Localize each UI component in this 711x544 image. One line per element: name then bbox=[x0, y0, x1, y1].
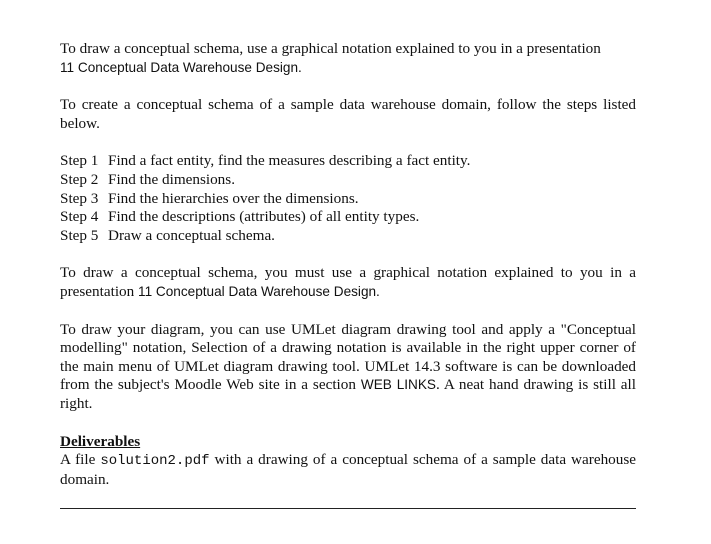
web-links-reference: WEB LINKS bbox=[360, 377, 436, 393]
presentation-reference: 11 Conceptual Data Warehouse Design. bbox=[60, 59, 302, 75]
notation-presentation-reference: 11 Conceptual Data Warehouse Design. bbox=[138, 283, 380, 299]
document-page bbox=[60, 40, 636, 489]
steps-list bbox=[60, 152, 636, 245]
step-number: Step 3 bbox=[60, 189, 99, 207]
umlet-text-end: . A neat hand drawing is still all right. bbox=[60, 376, 636, 412]
step-number: Step 2 bbox=[60, 170, 99, 188]
step-number: Step 1 bbox=[60, 152, 99, 170]
notation-text: To draw a conceptual schema, you must use a graphical notation explained to you in a presentation bbox=[60, 264, 636, 300]
step-text: Find the hierarchies over the dimensions. bbox=[108, 189, 359, 207]
deliverables-text bbox=[60, 451, 636, 489]
step-number: Step 5 bbox=[60, 226, 99, 244]
step-item bbox=[60, 190, 636, 209]
step-text: Find a fact entity, find the measures describing a fact entity. bbox=[108, 152, 471, 170]
deliverables-heading: Deliverables bbox=[60, 432, 141, 450]
deliverable-filename: solution2.pdf bbox=[100, 453, 210, 470]
deliverables-text-end: with a drawing of a conceptual schema of a sample data warehouse domain. bbox=[60, 451, 636, 488]
step-number: Step 4 bbox=[60, 208, 99, 226]
step-item bbox=[60, 208, 636, 227]
deliverables-section bbox=[60, 433, 636, 490]
deliverables-text-start: A file bbox=[60, 451, 96, 469]
bottom-divider bbox=[60, 508, 636, 509]
umlet-text: To draw your diagram, you can use UMLet diagram drawing tool and apply a "Conceptual modelling" notation, Selection of a drawing notation is available in the right upper corner of the main menu of UMLet diagram drawing tool. UMLet 14.3 software is can be downloaded from the subject's Moodle Web site in a section bbox=[60, 320, 636, 394]
intro-paragraph bbox=[60, 40, 636, 77]
step-text: Find the descriptions (attributes) of all entity types. bbox=[108, 208, 420, 226]
step-item bbox=[60, 171, 636, 190]
instructions-paragraph: To create a conceptual schema of a sample data warehouse domain, follow the steps listed below. bbox=[60, 96, 636, 132]
intro-text: To draw a conceptual schema, use a graphical notation explained to you in a presentation bbox=[60, 40, 601, 57]
step-item bbox=[60, 152, 636, 171]
step-item bbox=[60, 227, 636, 246]
step-text: Draw a conceptual schema. bbox=[108, 226, 275, 244]
step-text: Find the dimensions. bbox=[108, 170, 235, 188]
notation-paragraph bbox=[60, 264, 636, 301]
umlet-paragraph bbox=[60, 321, 636, 414]
